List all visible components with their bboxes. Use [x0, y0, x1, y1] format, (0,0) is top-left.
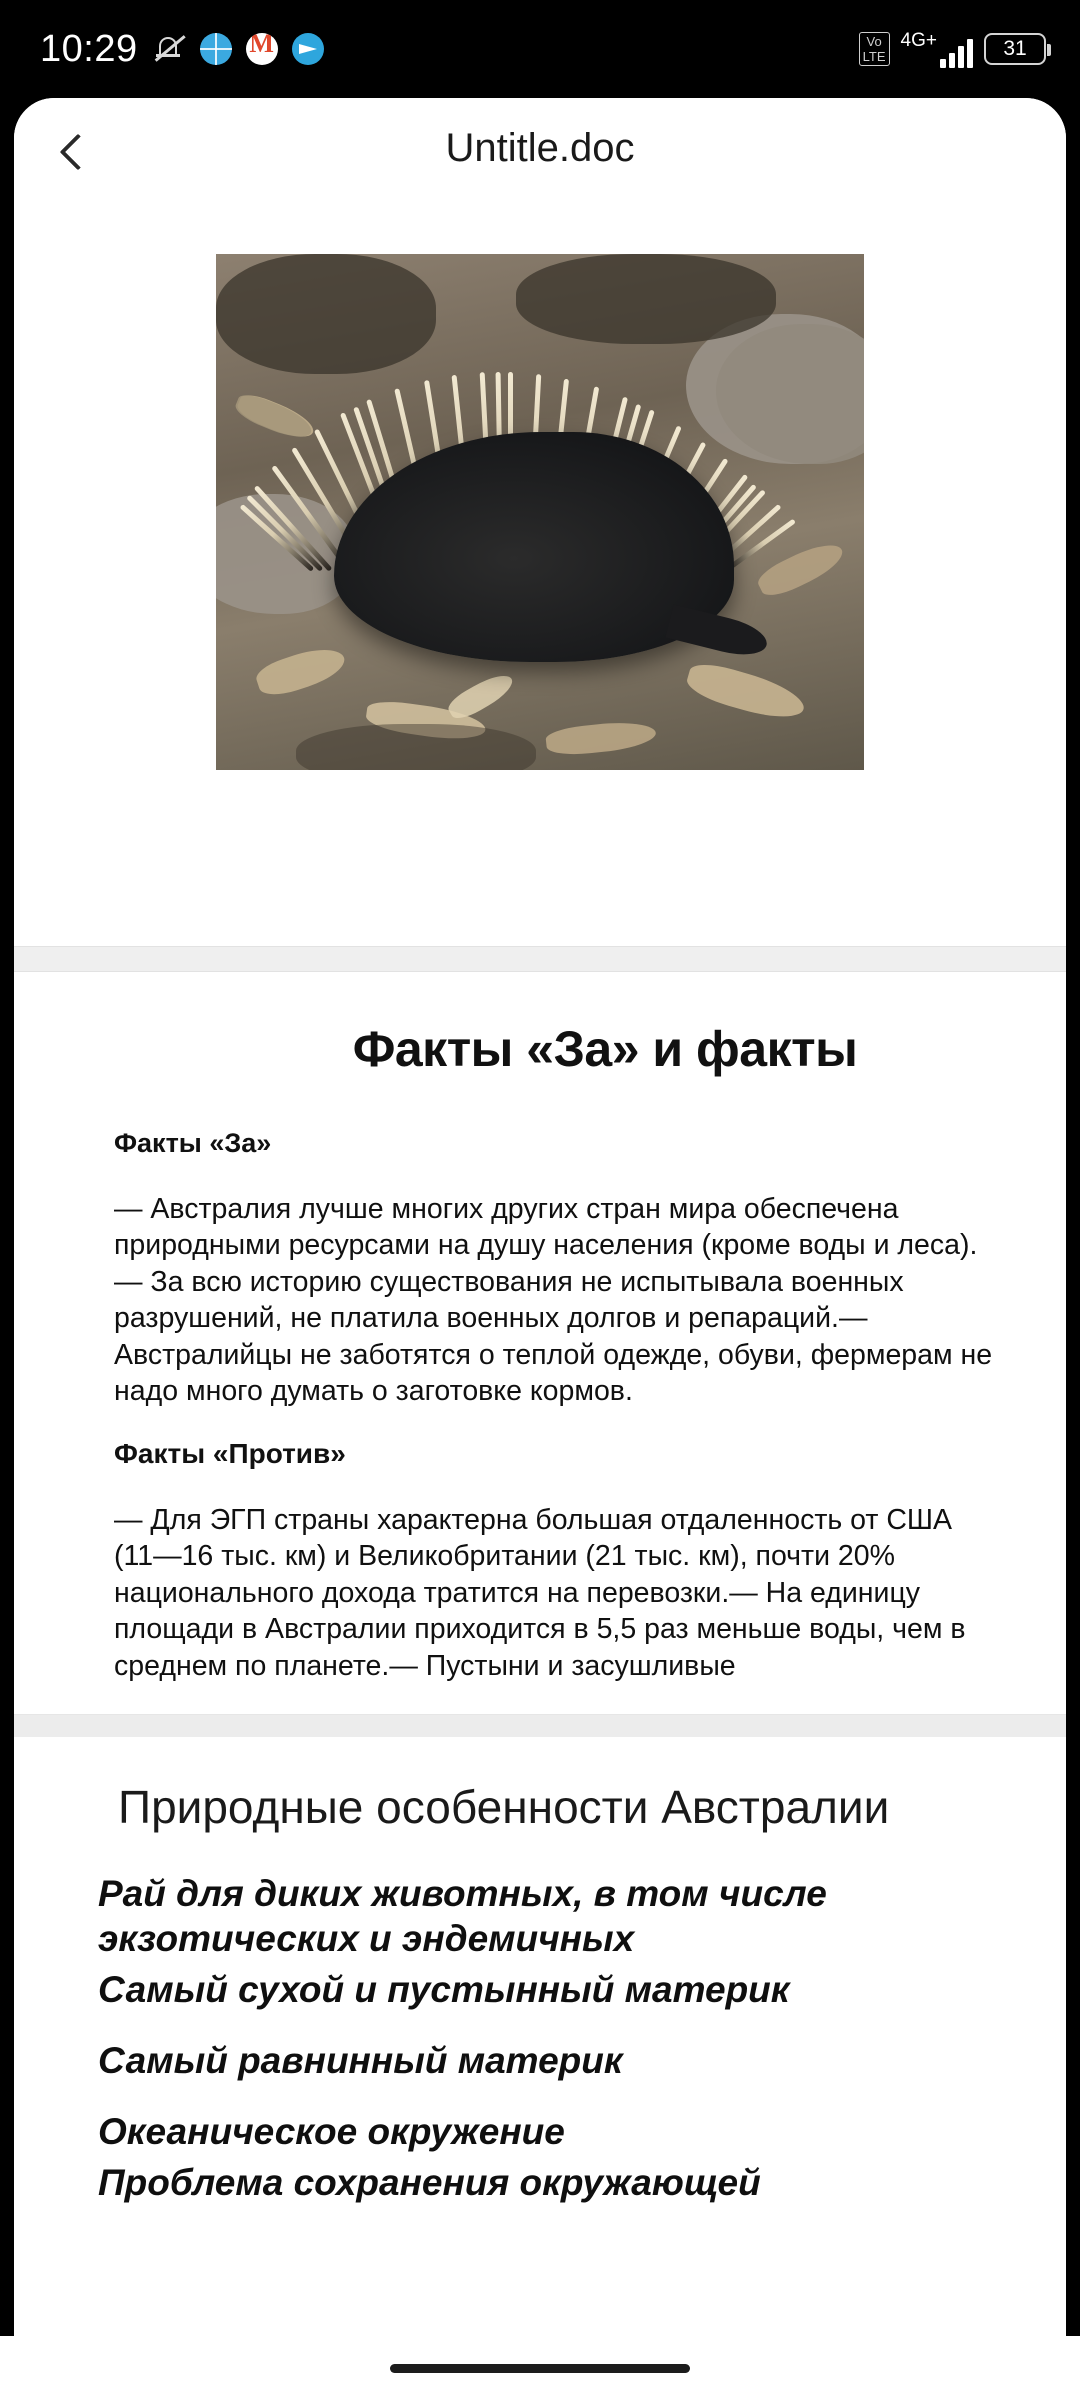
signal-icon	[901, 30, 973, 68]
document-canvas[interactable]	[14, 198, 1066, 2400]
status-bar	[0, 0, 1080, 98]
volte-top-label: Vo	[866, 34, 882, 49]
slide-nature-page	[14, 1714, 1066, 2205]
telegram-icon	[292, 33, 324, 65]
signal-bars-icon	[940, 38, 973, 68]
facts-title: Факты «За» и факты	[352, 1021, 858, 1077]
list-item: Проблема сохранения окружающей	[98, 2162, 761, 2204]
facts-pro-heading: Факты «За»	[114, 1128, 272, 1158]
network-type-label: 4G+	[900, 30, 937, 51]
app-sheet	[14, 98, 1066, 2400]
nature-heading: Природные особенности Австралии	[118, 1781, 890, 1834]
volte-icon	[859, 32, 890, 66]
status-bar-right	[859, 30, 1046, 68]
system-navigation-bar	[0, 2336, 1080, 2400]
echidna-photo	[216, 254, 864, 770]
document-title: Untitle.doc	[445, 125, 635, 170]
battery-percent-label: 31	[1003, 37, 1027, 60]
slide-facts-page	[14, 972, 1066, 1714]
slide-image-page	[14, 198, 1066, 946]
status-clock: 10:29	[40, 27, 138, 70]
status-bar-left	[40, 28, 324, 71]
volte-bottom-label: LTE	[862, 49, 886, 64]
list-item: Рай для диких животных, в том числе экзотических и эндемичных	[98, 1872, 827, 1959]
facts-pro-text: — Австралия лучше многих других стран мира обеспечена природными ресурсами на душу населения (кроме воды и леса).— За всю историю существования не испытывала военных разрушений, не платила военных долгов и репараций.— Австралийцы не заботятся о теплой одежде, обуви, фермерам не надо много думать о заготовке кормов.	[114, 1193, 993, 1408]
nature-list	[98, 1871, 1004, 2206]
app-bar	[14, 98, 1066, 198]
chevron-left-icon	[60, 134, 97, 171]
page-divider	[14, 946, 1066, 972]
list-item: Океаническое окружение	[98, 2111, 565, 2153]
list-item: Самый равнинный материк	[98, 2039, 623, 2081]
battery-icon	[984, 33, 1046, 65]
gmail-icon	[246, 33, 278, 65]
facts-con-heading: Факты «Против»	[114, 1437, 346, 1469]
home-indicator[interactable]	[390, 2364, 690, 2373]
back-button[interactable]	[40, 118, 108, 186]
list-item: Самый сухой и пустынный материк	[98, 1968, 790, 2010]
mute-icon	[152, 32, 186, 66]
facts-con-text: — Для ЭГП страны характерна большая отдаленность от США (11—16 тыс. км) и Великобритании (21 тыс. км), почти 20% национального дохода тратится на перевозки.— На единицу площади в Австралии приходится в 5,5 раз меньше воды, чем в среднем по планете.— Пустыни и засушливые	[114, 1503, 966, 1682]
browser-icon	[200, 33, 232, 65]
